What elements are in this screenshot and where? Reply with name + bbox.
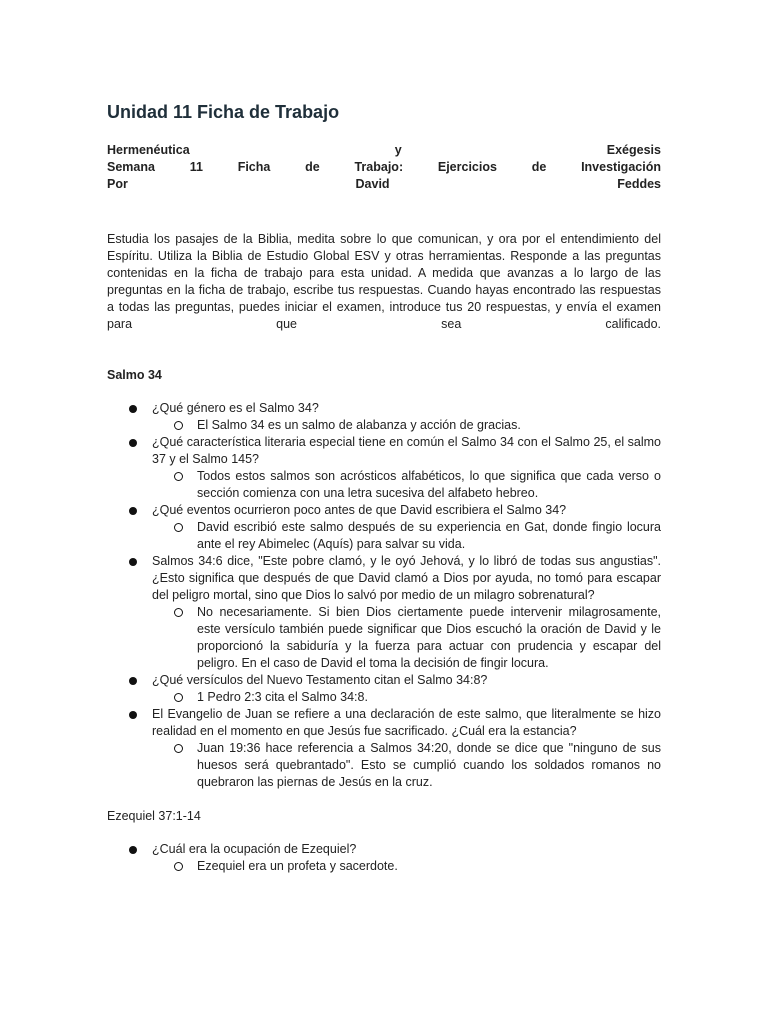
answer-text: Ezequiel era un profeta y sacerdote.: [197, 859, 398, 873]
question-item: [107, 672, 661, 706]
answer-list: [152, 858, 661, 875]
bullet-circle-icon: [174, 421, 183, 430]
meta-word: Ejercicios: [437, 160, 497, 174]
document-content: [107, 100, 661, 875]
bullet-dot-icon: [129, 439, 137, 447]
meta-word: David: [355, 177, 390, 191]
question-list: [107, 400, 661, 791]
meta-word: y: [394, 143, 402, 157]
meta-word: Por: [107, 177, 128, 191]
question-item: [107, 400, 661, 434]
question-item: [107, 841, 661, 875]
question-text: ¿Qué versículos del Nuevo Testamento citan el Salmo 34:8?: [152, 673, 488, 687]
bullet-dot-icon: [129, 558, 137, 566]
answer-list: [152, 519, 661, 553]
answer-item: [152, 519, 661, 553]
bullet-circle-icon: [174, 608, 183, 617]
bullet-circle-icon: [174, 472, 183, 481]
meta-word: de: [531, 160, 547, 174]
meta-word: Feddes: [617, 177, 661, 191]
meta-word: de: [305, 160, 320, 174]
question-text: ¿Qué género es el Salmo 34?: [152, 401, 319, 415]
question-text: Salmos 34:6 dice, "Este pobre clamó, y le oyó Jehová, y lo libró de todas sus angustias". ¿Esto significa que después de que David clamó a Dios por ayuda, no tomó para escapar del peligro mortal, sino que Dios lo salvó por medio de un milagro sobrenatural?: [152, 554, 661, 602]
question-item: [107, 706, 661, 791]
answer-text: 1 Pedro 2:3 cita el Salmo 34:8.: [197, 690, 368, 704]
bullet-circle-icon: [174, 693, 183, 702]
question-list: [107, 841, 661, 875]
meta-line-week: [107, 159, 661, 176]
bullet-dot-icon: [129, 405, 137, 413]
meta-word: Exégesis: [606, 143, 661, 157]
question-item: [107, 434, 661, 502]
answer-item: [152, 689, 661, 706]
answer-list: [152, 689, 661, 706]
meta-word: Investigación: [581, 160, 661, 174]
answer-item: [152, 417, 661, 434]
question-text: ¿Cuál era la ocupación de Ezequiel?: [152, 842, 357, 856]
answer-item: [152, 604, 661, 672]
bullet-dot-icon: [129, 507, 137, 515]
answer-text: Todos estos salmos son acrósticos alfabéticos, lo que significa que cada verso o sección comienza con una letra sucesiva del alfabeto hebreo.: [197, 469, 661, 500]
page-title: Unidad 11 Ficha de Trabajo: [107, 102, 340, 122]
answer-list: [152, 417, 661, 434]
meta-line-course: [107, 142, 661, 159]
bullet-dot-icon: [129, 846, 137, 854]
answer-text: El Salmo 34 es un salmo de alabanza y acción de gracias.: [197, 418, 521, 432]
answer-text: Juan 19:36 hace referencia a Salmos 34:20, donde se dice que "ninguno de sus huesos será quebrantado". Esto se cumplió cuando los soldados romanos no quebraron las piernas de Jesús en la cruz.: [197, 741, 661, 789]
answer-list: [152, 740, 661, 791]
answer-text: David escribió este salmo después de su experiencia en Gat, donde fingio locura ante el rey Abimelec (Aquís) para salvar su vida.: [197, 520, 661, 551]
bullet-circle-icon: [174, 744, 183, 753]
question-text: ¿Qué eventos ocurrieron poco antes de que David escribiera el Salmo 34?: [152, 503, 567, 517]
question-item: [107, 502, 661, 553]
section-title: Salmo 34: [107, 368, 162, 382]
section-title: Ezequiel 37:1-14: [107, 809, 201, 823]
bullet-circle-icon: [174, 862, 183, 871]
answer-list: [152, 468, 661, 502]
answer-text: No necesariamente. Si bien Dios ciertamente puede intervenir milagrosamente, este versículo también puede significar que Dios escuchó la oración de David y le proporcionó la sabiduría y la fuerza para actuar con prudencia y escapar del peligro. En el caso de David el toma la decisión de fingir locura.: [197, 605, 661, 670]
answer-item: [152, 740, 661, 791]
meta-line-author: [107, 176, 661, 193]
document-meta: [107, 142, 661, 193]
question-item: [107, 553, 661, 672]
question-text: ¿Qué característica literaria especial tiene en común el Salmo 34 con el Salmo 25, el salmo 37 y el Salmo 145?: [152, 435, 661, 466]
answer-item: [152, 858, 661, 875]
bullet-dot-icon: [129, 711, 137, 719]
answer-item: [152, 468, 661, 502]
question-text: El Evangelio de Juan se refiere a una declaración de este salmo, que literalmente se hizo realidad en el momento en que Jesús fue sacrificado. ¿Cuál era la estancia?: [152, 707, 661, 738]
answer-list: [152, 604, 661, 672]
meta-word: Ficha: [237, 160, 271, 174]
intro-paragraph: Estudia los pasajes de la Biblia, medita sobre lo que comunican, y ora por el entendimiento del Espíritu. Utiliza la Biblia de Estudio Global ESV y otras herramientas. Responde a las preguntas contenidas en la ficha de trabajo para esta unidad. A medida que avanzas a lo largo de las preguntas en la ficha de trabajo, escribe tus respuestas. Cuando hayas encontrado las respuestas a todas las preguntas, puedes iniciar el examen, introduce tus 20 respuestas, y envía el examen para que sea calificado.: [107, 232, 661, 331]
bullet-dot-icon: [129, 677, 137, 685]
meta-word: Semana: [107, 160, 155, 174]
bullet-circle-icon: [174, 523, 183, 532]
meta-word: Trabajo:: [354, 160, 404, 174]
meta-word: Hermenéutica: [107, 143, 190, 157]
meta-word: 11: [189, 160, 203, 174]
